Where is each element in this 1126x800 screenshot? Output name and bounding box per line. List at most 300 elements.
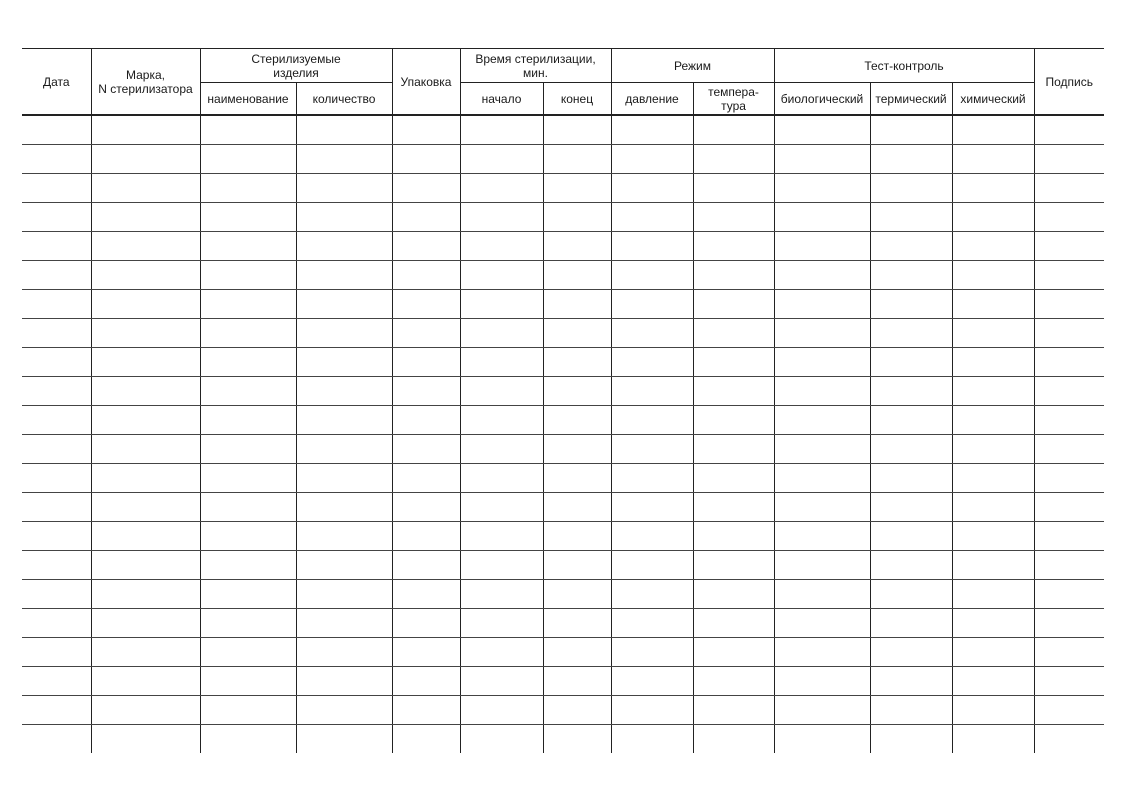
cell-date [22, 377, 91, 406]
cell-mode-pressure [611, 435, 693, 464]
cell-date [22, 232, 91, 261]
cell-test-biological [774, 203, 870, 232]
cell-sterilizer [91, 377, 200, 406]
cell-test-biological [774, 551, 870, 580]
cell-date [22, 406, 91, 435]
cell-date [22, 319, 91, 348]
cell-mode-pressure [611, 232, 693, 261]
header-items-group-line1: Стерилизуемые [251, 51, 341, 66]
cell-time-end [543, 203, 611, 232]
cell-packaging [392, 725, 460, 754]
cell-test-thermal [870, 493, 952, 522]
table-row [22, 145, 1104, 174]
cell-items-quantity [296, 348, 392, 377]
cell-items-quantity [296, 232, 392, 261]
cell-time-start [460, 609, 543, 638]
cell-time-end [543, 115, 611, 145]
cell-test-thermal [870, 435, 952, 464]
table-row [22, 261, 1104, 290]
cell-items-quantity [296, 464, 392, 493]
cell-signature [1034, 115, 1104, 145]
cell-test-biological [774, 725, 870, 754]
cell-time-end [543, 493, 611, 522]
cell-signature [1034, 203, 1104, 232]
cell-mode-temperature [693, 319, 774, 348]
cell-test-chemical [952, 406, 1034, 435]
header-date: Дата [22, 49, 91, 116]
cell-test-chemical [952, 203, 1034, 232]
table-row [22, 348, 1104, 377]
cell-test-biological [774, 580, 870, 609]
cell-test-thermal [870, 696, 952, 725]
cell-packaging [392, 290, 460, 319]
cell-items-name [200, 261, 296, 290]
cell-time-end [543, 435, 611, 464]
cell-items-quantity [296, 522, 392, 551]
cell-items-name [200, 377, 296, 406]
cell-items-quantity [296, 609, 392, 638]
cell-time-end [543, 667, 611, 696]
header-sterilizer [91, 49, 200, 116]
cell-signature [1034, 290, 1104, 319]
cell-test-biological [774, 145, 870, 174]
cell-test-thermal [870, 319, 952, 348]
cell-test-thermal [870, 115, 952, 145]
header-sterilizer-line2: N стерилизатора [98, 81, 193, 96]
cell-mode-pressure [611, 319, 693, 348]
cell-test-biological [774, 377, 870, 406]
cell-date [22, 261, 91, 290]
cell-time-end [543, 232, 611, 261]
cell-signature [1034, 145, 1104, 174]
cell-mode-temperature [693, 551, 774, 580]
cell-packaging [392, 377, 460, 406]
cell-date [22, 638, 91, 667]
table-row [22, 174, 1104, 203]
cell-packaging [392, 319, 460, 348]
cell-items-name [200, 232, 296, 261]
cell-date [22, 290, 91, 319]
cell-sterilizer [91, 522, 200, 551]
cell-items-name [200, 551, 296, 580]
header-packaging: Упаковка [392, 49, 460, 116]
cell-test-biological [774, 406, 870, 435]
cell-test-chemical [952, 667, 1034, 696]
cell-time-end [543, 609, 611, 638]
header-mode-temperature-line1: темпера- [708, 84, 759, 99]
cell-time-start [460, 115, 543, 145]
cell-signature [1034, 667, 1104, 696]
cell-mode-pressure [611, 348, 693, 377]
cell-time-end [543, 348, 611, 377]
cell-signature [1034, 522, 1104, 551]
cell-test-chemical [952, 696, 1034, 725]
cell-time-end [543, 580, 611, 609]
cell-time-start [460, 261, 543, 290]
cell-packaging [392, 406, 460, 435]
cell-mode-temperature [693, 522, 774, 551]
cell-mode-pressure [611, 290, 693, 319]
cell-time-start [460, 348, 543, 377]
cell-signature [1034, 406, 1104, 435]
cell-packaging [392, 261, 460, 290]
cell-packaging [392, 667, 460, 696]
cell-sterilizer [91, 551, 200, 580]
cell-test-chemical [952, 493, 1034, 522]
cell-mode-temperature [693, 464, 774, 493]
cell-time-start [460, 493, 543, 522]
cell-packaging [392, 145, 460, 174]
cell-mode-pressure [611, 377, 693, 406]
cell-mode-temperature [693, 725, 774, 754]
cell-sterilizer [91, 406, 200, 435]
cell-test-chemical [952, 638, 1034, 667]
cell-date [22, 725, 91, 754]
cell-test-thermal [870, 638, 952, 667]
cell-items-name [200, 203, 296, 232]
table-row [22, 580, 1104, 609]
cell-sterilizer [91, 290, 200, 319]
header-time-end: конец [543, 83, 611, 116]
table-row [22, 609, 1104, 638]
cell-test-chemical [952, 319, 1034, 348]
cell-mode-temperature [693, 290, 774, 319]
header-items-quantity: количество [296, 83, 392, 116]
cell-items-quantity [296, 115, 392, 145]
cell-mode-pressure [611, 580, 693, 609]
cell-mode-temperature [693, 435, 774, 464]
cell-items-quantity [296, 261, 392, 290]
cell-mode-pressure [611, 551, 693, 580]
cell-test-thermal [870, 174, 952, 203]
cell-items-name [200, 667, 296, 696]
cell-sterilizer [91, 232, 200, 261]
cell-test-biological [774, 493, 870, 522]
cell-sterilizer [91, 174, 200, 203]
cell-date [22, 203, 91, 232]
cell-items-name [200, 406, 296, 435]
cell-test-thermal [870, 551, 952, 580]
cell-items-quantity [296, 145, 392, 174]
cell-mode-pressure [611, 493, 693, 522]
cell-mode-temperature [693, 232, 774, 261]
cell-time-start [460, 551, 543, 580]
cell-items-name [200, 348, 296, 377]
cell-items-quantity [296, 406, 392, 435]
cell-sterilizer [91, 319, 200, 348]
header-mode-temperature-line2: тура [721, 98, 746, 113]
table-row [22, 493, 1104, 522]
cell-time-end [543, 522, 611, 551]
table-row [22, 435, 1104, 464]
cell-sterilizer [91, 580, 200, 609]
cell-packaging [392, 348, 460, 377]
cell-test-biological [774, 435, 870, 464]
cell-test-thermal [870, 464, 952, 493]
cell-sterilizer [91, 696, 200, 725]
cell-time-end [543, 319, 611, 348]
cell-items-name [200, 580, 296, 609]
table-row [22, 522, 1104, 551]
cell-items-quantity [296, 725, 392, 754]
header-mode-temperature [693, 83, 774, 116]
cell-items-name [200, 145, 296, 174]
cell-mode-pressure [611, 145, 693, 174]
cell-mode-temperature [693, 174, 774, 203]
cell-sterilizer [91, 348, 200, 377]
cell-mode-temperature [693, 203, 774, 232]
cell-packaging [392, 696, 460, 725]
cell-items-quantity [296, 174, 392, 203]
cell-items-name [200, 638, 296, 667]
cell-mode-temperature [693, 145, 774, 174]
cell-time-start [460, 145, 543, 174]
cell-time-end [543, 551, 611, 580]
cell-time-end [543, 406, 611, 435]
cell-date [22, 435, 91, 464]
cell-mode-temperature [693, 261, 774, 290]
cell-test-thermal [870, 261, 952, 290]
header-items-group [200, 49, 392, 83]
cell-signature [1034, 493, 1104, 522]
cell-date [22, 493, 91, 522]
cell-date [22, 348, 91, 377]
cell-mode-temperature [693, 406, 774, 435]
cell-time-start [460, 435, 543, 464]
cell-time-end [543, 377, 611, 406]
cell-test-chemical [952, 145, 1034, 174]
cell-time-end [543, 290, 611, 319]
cell-packaging [392, 638, 460, 667]
cell-test-biological [774, 522, 870, 551]
cell-test-chemical [952, 290, 1034, 319]
header-time-group-line1: Время стерилизации, [475, 51, 596, 66]
cell-items-name [200, 435, 296, 464]
cell-packaging [392, 115, 460, 145]
cell-mode-temperature [693, 377, 774, 406]
cell-mode-temperature [693, 348, 774, 377]
cell-packaging [392, 493, 460, 522]
cell-items-quantity [296, 377, 392, 406]
cell-sterilizer [91, 725, 200, 754]
cell-date [22, 522, 91, 551]
cell-test-chemical [952, 174, 1034, 203]
table-header [22, 49, 1104, 116]
cell-mode-temperature [693, 696, 774, 725]
cell-mode-pressure [611, 696, 693, 725]
table-row [22, 406, 1104, 435]
table-row [22, 115, 1104, 145]
cell-test-thermal [870, 348, 952, 377]
cell-signature [1034, 348, 1104, 377]
header-mode-pressure: давление [611, 83, 693, 116]
cell-test-thermal [870, 232, 952, 261]
cell-signature [1034, 174, 1104, 203]
cell-mode-temperature [693, 115, 774, 145]
cell-test-biological [774, 261, 870, 290]
cell-time-end [543, 638, 611, 667]
header-items-group-line2: изделия [273, 65, 319, 80]
cell-test-biological [774, 115, 870, 145]
cell-time-end [543, 725, 611, 754]
cell-date [22, 145, 91, 174]
cell-sterilizer [91, 203, 200, 232]
cell-packaging [392, 435, 460, 464]
header-sterilizer-line1: Марка, [126, 67, 165, 82]
cell-items-name [200, 725, 296, 754]
cell-signature [1034, 551, 1104, 580]
cell-mode-pressure [611, 464, 693, 493]
cell-date [22, 464, 91, 493]
cell-date [22, 115, 91, 145]
cell-mode-pressure [611, 667, 693, 696]
cell-signature [1034, 377, 1104, 406]
table-row [22, 377, 1104, 406]
cell-time-start [460, 174, 543, 203]
cell-mode-temperature [693, 580, 774, 609]
cell-packaging [392, 174, 460, 203]
cell-test-biological [774, 174, 870, 203]
cell-sterilizer [91, 638, 200, 667]
cell-test-thermal [870, 609, 952, 638]
cell-test-thermal [870, 406, 952, 435]
header-time-group-line2: мин. [523, 65, 548, 80]
table-row [22, 464, 1104, 493]
cell-signature [1034, 725, 1104, 754]
header-test-chemical: химический [952, 83, 1034, 116]
cell-mode-pressure [611, 638, 693, 667]
cell-test-chemical [952, 464, 1034, 493]
table-row [22, 696, 1104, 725]
header-test-biological: биологический [774, 83, 870, 116]
cell-items-name [200, 493, 296, 522]
cell-test-chemical [952, 348, 1034, 377]
cell-items-name [200, 290, 296, 319]
cell-test-thermal [870, 290, 952, 319]
cell-time-start [460, 725, 543, 754]
cell-packaging [392, 232, 460, 261]
cell-mode-pressure [611, 115, 693, 145]
cell-signature [1034, 696, 1104, 725]
cell-items-name [200, 696, 296, 725]
cell-test-thermal [870, 377, 952, 406]
cell-date [22, 609, 91, 638]
cell-mode-pressure [611, 725, 693, 754]
cell-time-start [460, 203, 543, 232]
table-row [22, 319, 1104, 348]
cell-test-chemical [952, 551, 1034, 580]
cell-time-start [460, 638, 543, 667]
cell-items-name [200, 115, 296, 145]
header-items-name: наименование [200, 83, 296, 116]
cell-date [22, 174, 91, 203]
cell-test-chemical [952, 609, 1034, 638]
cell-signature [1034, 232, 1104, 261]
cell-signature [1034, 580, 1104, 609]
cell-time-start [460, 290, 543, 319]
cell-items-name [200, 464, 296, 493]
cell-packaging [392, 464, 460, 493]
cell-time-start [460, 406, 543, 435]
cell-packaging [392, 580, 460, 609]
cell-items-quantity [296, 435, 392, 464]
cell-test-thermal [870, 203, 952, 232]
header-time-group [460, 49, 611, 83]
cell-time-start [460, 580, 543, 609]
cell-mode-temperature [693, 493, 774, 522]
header-test-thermal: термический [870, 83, 952, 116]
table-row [22, 638, 1104, 667]
header-test-group: Тест-контроль [774, 49, 1034, 83]
cell-time-end [543, 145, 611, 174]
cell-sterilizer [91, 261, 200, 290]
cell-test-biological [774, 667, 870, 696]
cell-time-start [460, 232, 543, 261]
cell-test-thermal [870, 522, 952, 551]
cell-time-end [543, 174, 611, 203]
cell-time-start [460, 377, 543, 406]
table-row [22, 725, 1104, 754]
cell-sterilizer [91, 493, 200, 522]
cell-mode-pressure [611, 406, 693, 435]
cell-items-quantity [296, 493, 392, 522]
cell-test-biological [774, 609, 870, 638]
cell-items-name [200, 319, 296, 348]
cell-signature [1034, 261, 1104, 290]
cell-items-quantity [296, 580, 392, 609]
cell-mode-pressure [611, 203, 693, 232]
cell-test-biological [774, 319, 870, 348]
cell-items-name [200, 609, 296, 638]
cell-mode-pressure [611, 609, 693, 638]
table-row [22, 203, 1104, 232]
cell-items-quantity [296, 696, 392, 725]
table-row [22, 290, 1104, 319]
cell-signature [1034, 319, 1104, 348]
cell-test-chemical [952, 522, 1034, 551]
table-row [22, 232, 1104, 261]
cell-sterilizer [91, 464, 200, 493]
cell-packaging [392, 522, 460, 551]
cell-sterilizer [91, 115, 200, 145]
cell-test-chemical [952, 580, 1034, 609]
cell-sterilizer [91, 435, 200, 464]
cell-signature [1034, 435, 1104, 464]
cell-sterilizer [91, 145, 200, 174]
cell-time-start [460, 522, 543, 551]
cell-items-name [200, 174, 296, 203]
cell-packaging [392, 551, 460, 580]
cell-items-quantity [296, 667, 392, 696]
cell-date [22, 551, 91, 580]
cell-packaging [392, 609, 460, 638]
cell-time-start [460, 667, 543, 696]
cell-time-end [543, 464, 611, 493]
cell-items-quantity [296, 203, 392, 232]
cell-test-chemical [952, 435, 1034, 464]
cell-time-start [460, 319, 543, 348]
cell-test-thermal [870, 145, 952, 174]
sterilization-log-table [22, 48, 1104, 753]
cell-items-quantity [296, 551, 392, 580]
cell-time-start [460, 696, 543, 725]
cell-time-start [460, 464, 543, 493]
cell-sterilizer [91, 609, 200, 638]
cell-signature [1034, 638, 1104, 667]
cell-test-chemical [952, 261, 1034, 290]
cell-date [22, 580, 91, 609]
cell-mode-temperature [693, 609, 774, 638]
